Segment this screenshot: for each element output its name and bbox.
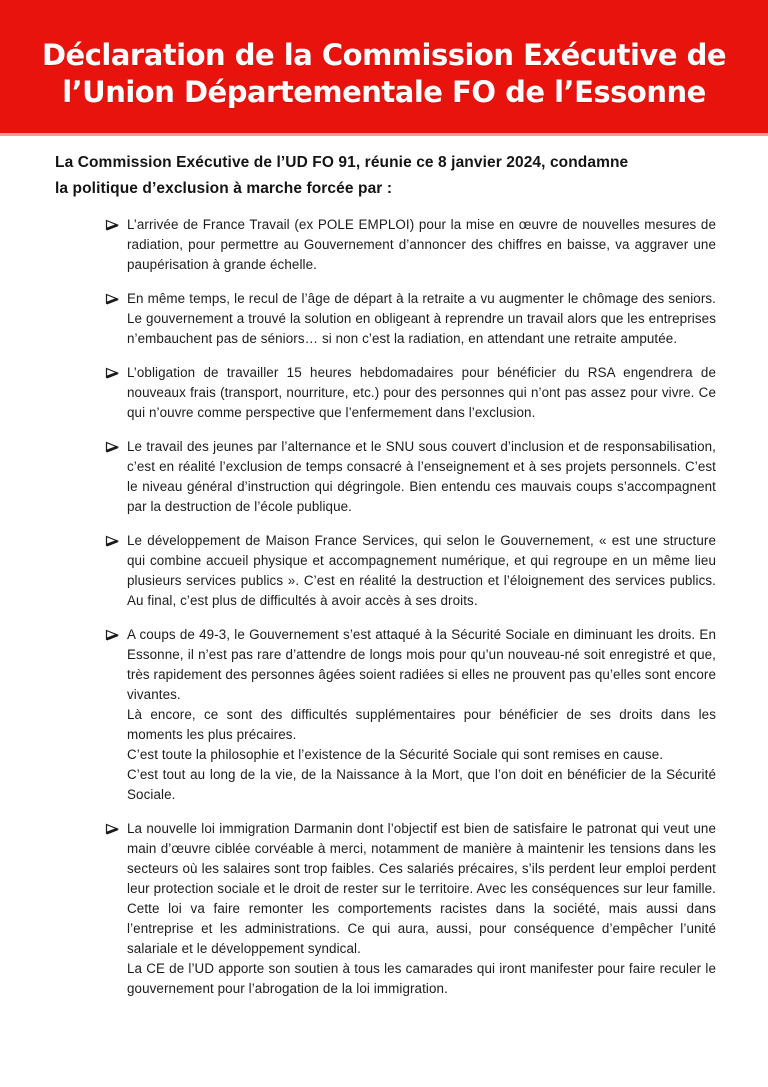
list-item	[105, 625, 716, 805]
arrow-right-bullet-icon	[105, 819, 127, 840]
bullet-paragraph: Le développement de Maison France Services, qui selon le Gouvernement, « est une structure qui combine accueil physique et accompagnement numérique, et qui regroupe en un même lieu plusieurs services publics ». C’est en réalité la destruction et l’éloignement des services publics. Au final, c’est plus de difficultés à avoir accès à ses droits.	[127, 533, 716, 608]
bullet-paragraph: L’arrivée de France Travail (ex POLE EMPLOI) pour la mise en œuvre de nouvelles mesures de radiation, pour permettre au Gouvernement d’annoncer des chiffres en baisse, va aggraver une paupérisation à grande échelle.	[127, 217, 716, 272]
bullet-text	[127, 215, 716, 275]
bullet-text	[127, 363, 716, 423]
arrow-right-bullet-icon	[105, 531, 127, 552]
bullet-paragraph: Là encore, ce sont des difficultés supplémentaires pour bénéficier de ses droits dans les moments les plus précaires.	[127, 707, 716, 742]
arrow-right-bullet-icon	[105, 215, 127, 236]
intro-paragraph	[55, 150, 720, 202]
arrow-right-bullet-icon	[105, 625, 127, 646]
bullet-text	[127, 819, 716, 999]
title-banner	[0, 0, 768, 136]
bullet-list	[105, 215, 716, 999]
page-title-line-1: Déclaration de la Commission Exécutive de	[41, 37, 727, 72]
bullet-text	[127, 437, 716, 517]
bullet-paragraph: C’est tout au long de la vie, de la Naissance à la Mort, que l’on doit en bénéficier de la Sécurité Sociale.	[127, 767, 716, 802]
bullet-paragraph: A coups de 49-3, le Gouvernement s’est attaqué à la Sécurité Sociale en diminuant les droits. En Essonne, il n’est pas rare d’attendre de longs mois pour qu’un nouveau-né soit enregistré et que, très rapidement des personnes âgées soient radiées si elles ne prouvent pas qu’elles sont encore vivantes.	[127, 627, 716, 702]
page-title-line-2: l’Union Départementale FO de l’Essonne	[62, 74, 706, 109]
list-item	[105, 437, 716, 517]
bullet-text	[127, 289, 716, 349]
bullet-paragraph: La nouvelle loi immigration Darmanin dont l’objectif est bien de satisfaire le patronat qui veut une main d’œuvre ciblée corvéable à merci, notamment de manière à maintenir les tensions dans les secteurs où les salaires sont trop faibles. Ces salariés précaires, s’ils perdent leur emploi perdent leur protection sociale et le droit de rester sur le territoire. Avec les conséquences sur leur famille. Cette loi va faire remonter les comportements racistes dans la société, mais aussi dans l’entreprise et les administrations. Ce qui aura, aussi, pour conséquence d’empêcher l’unité salariale et le développement syndical.	[127, 821, 716, 956]
bullet-text	[127, 625, 716, 805]
list-item	[105, 215, 716, 275]
bullet-paragraph: C’est toute la philosophie et l’existence de la Sécurité Sociale qui sont remises en cause.	[127, 747, 664, 762]
intro-line-2: la politique d’exclusion à marche forcée par :	[55, 180, 393, 197]
bullet-paragraph: La CE de l’UD apporte son soutien à tous les camarades qui iront manifester pour faire reculer le gouvernement pour l’abrogation de la loi immigration.	[127, 961, 716, 996]
intro-line-1: La Commission Exécutive de l’UD FO 91, réunie ce 8 janvier 2024, condamne	[55, 154, 629, 171]
bullet-text	[127, 531, 716, 611]
list-item	[105, 819, 716, 999]
bullet-paragraph: L’obligation de travailler 15 heures hebdomadaires pour bénéficier du RSA engendrera de nouveaux frais (transport, nourriture, etc.) pour des personnes qui n’ont pas assez pour vivre. Ce qui n’ouvre comme perspective que l’enfermement dans l’exclusion.	[127, 365, 716, 420]
arrow-right-bullet-icon	[105, 289, 127, 310]
list-item	[105, 531, 716, 611]
list-item	[105, 363, 716, 423]
bullet-paragraph: En même temps, le recul de l’âge de départ à la retraite a vu augmenter le chômage des seniors. Le gouvernement a trouvé la solution en obligeant à reprendre un travail alors que les entreprises n’embauchent pas de séniors… si non c’est la radiation, en attendant une retraite amputée.	[127, 291, 716, 346]
bullet-paragraph: Le travail des jeunes par l’alternance et le SNU sous couvert d’inclusion et de responsabilisation, c’est en réalité l’exclusion de temps consacré à l’enseignement et à ses projets personnels. C’est le niveau général d’instruction qui dégringole. Bien entendu ces mauvais coups s’accompagnent par la destruction de l’école publique.	[127, 439, 716, 514]
list-item	[105, 289, 716, 349]
arrow-right-bullet-icon	[105, 363, 127, 384]
arrow-right-bullet-icon	[105, 437, 127, 458]
